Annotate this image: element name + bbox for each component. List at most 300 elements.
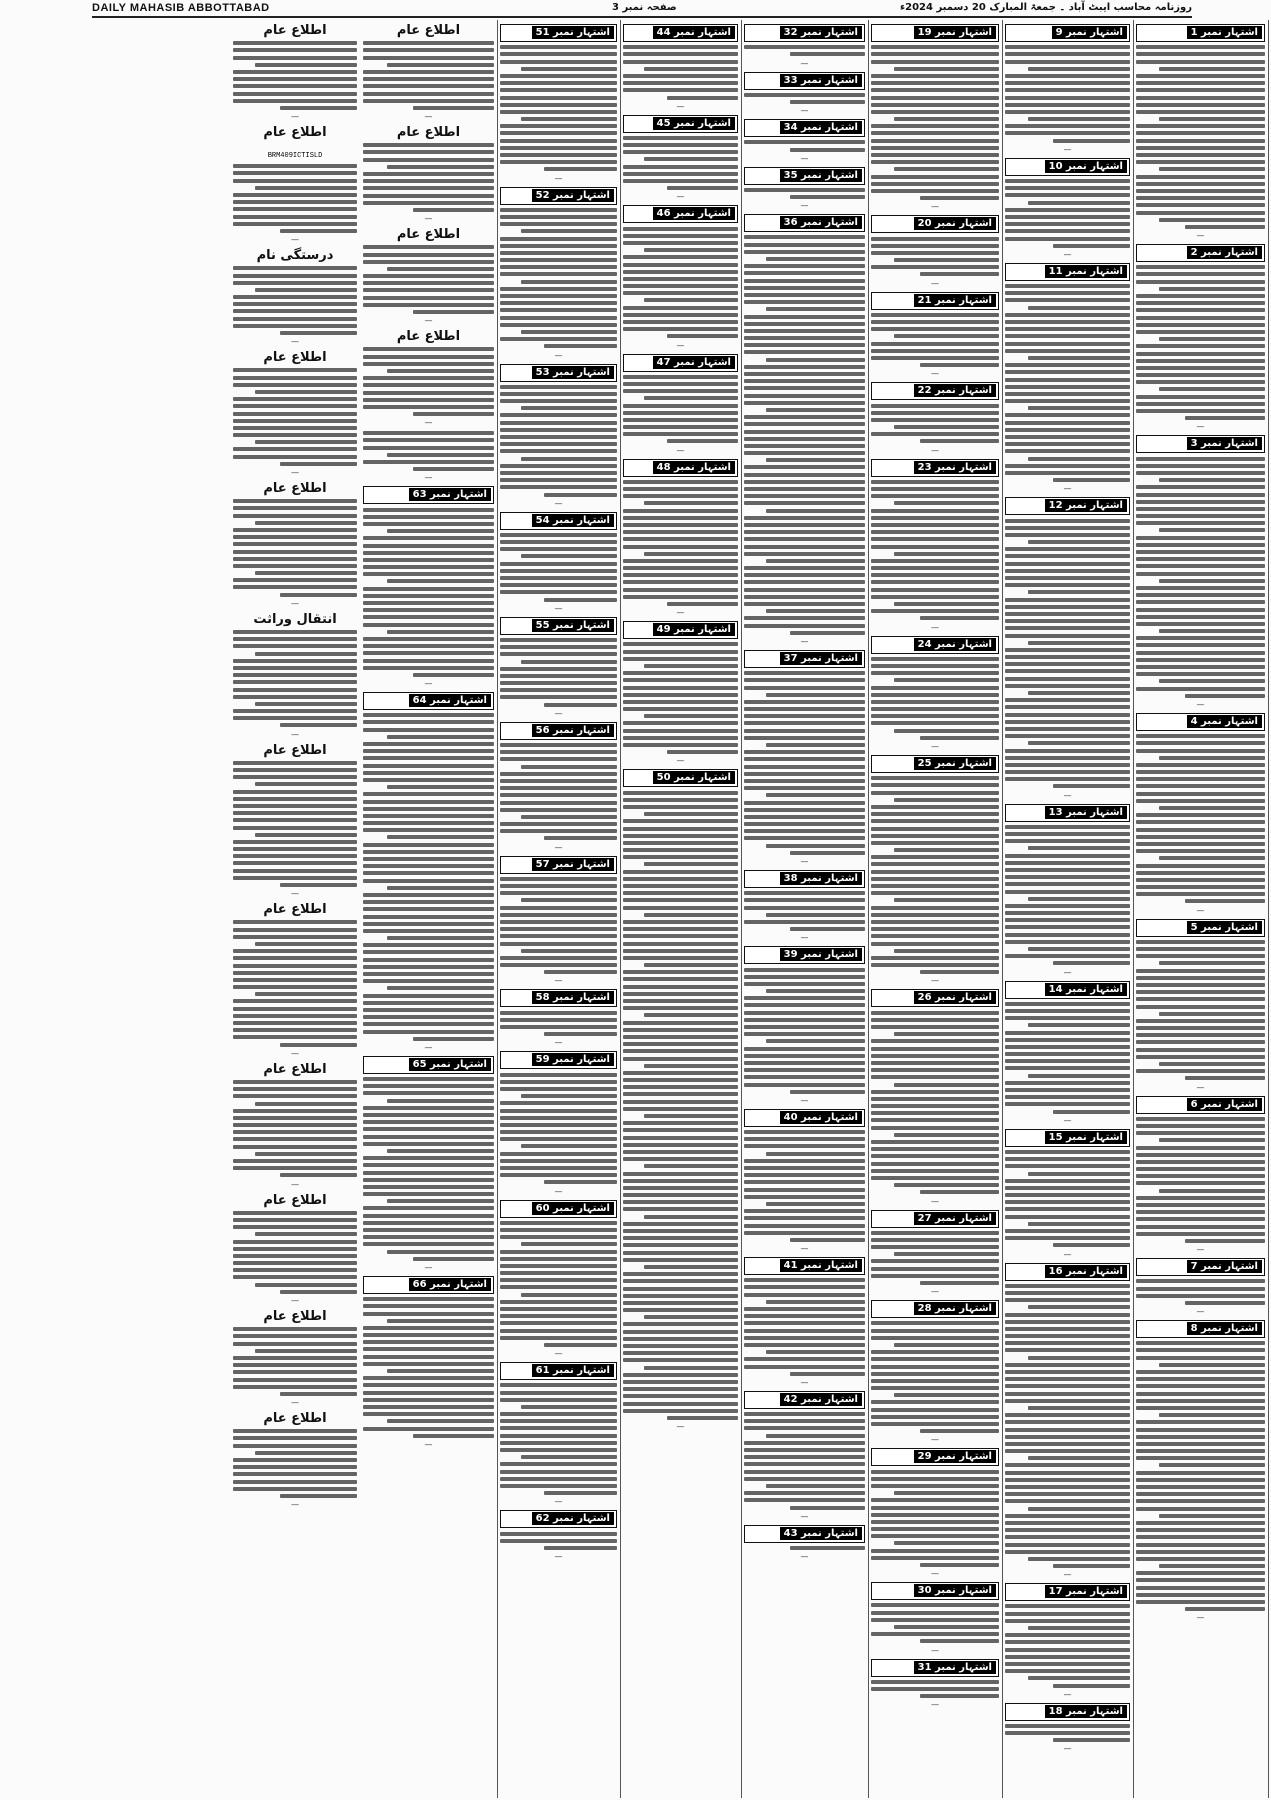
text-line [623,1107,738,1111]
text-line [500,1448,617,1452]
ad-body-text [1136,457,1265,698]
text-line [920,970,999,974]
text-line [363,405,494,409]
text-line [1028,356,1131,360]
text-line [623,1085,738,1089]
text-line [521,280,617,284]
text-line [623,707,738,711]
text-line [1053,784,1131,788]
text-line [744,379,865,383]
text-line [363,1398,494,1402]
text-line [500,1109,617,1113]
ad-block [1136,1320,1265,1622]
text-line [623,1136,738,1140]
ad-separator: — [554,1552,563,1562]
text-line [233,404,357,408]
text-line [744,235,865,239]
text-line [623,1402,738,1406]
ad-block [363,1056,494,1272]
text-line [920,1563,999,1567]
text-line [871,1498,999,1502]
text-line [1136,1571,1265,1575]
text-line [1159,337,1265,341]
text-line [363,1030,494,1034]
text-line [744,996,865,1000]
text-line [363,1340,494,1344]
text-line [744,530,865,534]
ad-number-box [871,215,999,233]
text-line [1005,1009,1130,1013]
text-line [623,573,738,577]
text-line [1136,1160,1265,1164]
ad-block [233,743,357,899]
text-line [744,487,865,491]
text-line [1136,1535,1265,1539]
text-line [233,1261,357,1265]
text-line [1136,1399,1265,1403]
text-line [871,1556,999,1560]
text-line [521,1293,617,1297]
text-line [871,1350,999,1354]
text-line [871,52,999,56]
text-line [1005,839,1130,843]
text-line [1005,1543,1130,1547]
text-line [233,179,357,183]
ad-number-label: اشتہار نمبر 61 [532,1364,614,1377]
ad-body-text [1136,1279,1265,1305]
text-line [1136,74,1265,78]
text-line [744,1426,865,1430]
text-line [500,160,617,164]
text-line [233,171,357,175]
text-line [871,265,999,269]
text-line [1028,590,1131,594]
text-line [233,1145,357,1149]
text-line [1136,1294,1265,1298]
text-line [871,349,999,353]
text-line [871,1140,999,1144]
text-line [363,1376,494,1380]
text-line [1005,1157,1130,1161]
text-line [363,778,494,782]
ad-body-text [744,235,865,634]
text-line [363,48,494,52]
text-line [1028,1456,1131,1460]
text-line [623,45,738,49]
ad-number-box [744,24,865,42]
text-line [871,146,999,150]
ad-number-label: اشتہار نمبر 13 [1045,806,1127,819]
text-line [363,958,494,962]
text-line [623,284,738,288]
text-line [363,1214,494,1218]
text-line [1005,1420,1130,1424]
text-line [623,1121,738,1125]
ad-body-text [233,1327,357,1396]
text-line [744,264,865,268]
text-line [521,330,617,334]
ad-number-box [500,364,617,382]
text-line [500,667,617,671]
text-line [744,350,865,354]
text-line [500,337,617,341]
ad-number-label: اشتہار نمبر 20 [914,217,996,230]
text-line [500,1426,617,1430]
text-line [363,792,494,796]
text-line [871,1386,999,1390]
text-line [744,286,865,290]
text-line [1136,885,1265,889]
text-line [1005,60,1130,64]
text-line [1136,1279,1265,1283]
text-line [233,564,357,568]
text-line [871,404,999,408]
ad-separator: — [554,842,563,852]
text-line [1005,713,1130,717]
text-line [363,1383,494,1387]
text-line [233,41,357,45]
text-line [744,836,865,840]
ad-separator: — [291,235,299,245]
ad-separator: — [424,1042,433,1052]
text-line [1136,813,1265,817]
text-line [544,1546,617,1550]
ad-number-label: اشتہار نمبر 25 [914,757,996,770]
text-line [255,571,357,575]
ad-block [744,946,865,1105]
text-line [623,263,738,267]
text-line [500,906,617,910]
ad-separator: — [424,473,433,483]
ad-separator: — [291,1179,299,1189]
text-line [744,707,865,711]
text-line [387,936,494,940]
ad-number-label: اشتہار نمبر 16 [1045,1265,1127,1278]
text-line [644,1366,738,1370]
ad-body-text [871,1680,999,1698]
text-line [871,1118,999,1122]
ad-number-box [623,115,738,133]
text-line [1005,734,1130,738]
ad-number-box [500,1051,617,1069]
text-line [233,77,357,81]
text-line [233,1014,357,1018]
text-line [623,1200,738,1204]
text-line [1136,45,1265,49]
text-line [744,372,865,376]
text-line [500,674,617,678]
notice-title: اطلاع عام [396,329,461,345]
text-line [871,1147,999,1151]
text-line [1159,806,1265,810]
text-line [623,1222,738,1226]
text-line [744,729,865,733]
text-line [1136,665,1265,669]
text-line [1005,533,1130,537]
text-line [894,1032,999,1036]
text-line [233,688,357,692]
text-line [1005,1363,1130,1367]
text-line [363,508,494,512]
text-line [500,1011,617,1015]
text-line [363,572,494,576]
ad-block [1136,919,1265,1092]
text-line [871,1687,999,1691]
text-line [500,1173,617,1177]
text-line [1005,1334,1130,1338]
text-line [1005,349,1130,353]
text-line [1005,1038,1130,1042]
text-line [1136,636,1265,640]
ad-body-text [744,671,865,855]
text-line [1005,52,1130,56]
text-line [871,1484,999,1488]
ad-body-text [871,776,999,974]
text-line [521,554,617,558]
text-line [1159,1413,1265,1417]
text-line [363,1091,494,1095]
text-line [363,1235,494,1239]
ad-separator: — [931,445,939,455]
ad-block [744,870,865,942]
text-line [1136,1557,1265,1561]
text-line [1136,301,1265,305]
ad-body-text [744,1278,865,1375]
text-line [1005,554,1130,558]
text-line [623,827,738,831]
text-line [363,843,494,847]
ad-body-text [500,1073,617,1185]
text-line [500,772,617,776]
text-line [766,307,865,311]
text-line [623,1071,738,1075]
text-line [744,757,865,761]
text-line [1005,1095,1130,1099]
text-line [1136,323,1265,327]
ad-block [233,1411,357,1509]
ad-number-label: اشتہار نمبر 12 [1045,499,1127,512]
text-line [623,179,738,183]
text-line [744,1231,865,1235]
text-line [623,1394,738,1398]
text-line [1136,792,1265,796]
text-line [894,848,999,852]
text-line [1136,1124,1265,1128]
text-line [1005,1604,1130,1608]
text-line [233,368,357,372]
text-line [1005,1002,1130,1006]
column-6 [497,20,621,1798]
ad-block [500,1051,617,1195]
text-line [387,579,494,583]
text-line [1005,110,1130,114]
text-line [871,1011,999,1015]
text-line [1005,662,1130,666]
text-line [1005,327,1130,331]
text-line [544,1180,617,1184]
text-line [280,106,357,110]
text-line [233,716,357,720]
text-line [623,942,738,946]
text-line [1136,820,1265,824]
text-line [500,1116,617,1120]
text-line [1136,1456,1265,1460]
text-line [871,693,999,697]
ad-block [1005,1263,1130,1580]
text-line [233,978,357,982]
text-line [744,786,865,790]
text-line [744,700,865,704]
ad-body-text [623,227,738,339]
text-line [871,153,999,157]
text-line [233,1342,357,1346]
text-line [363,194,494,198]
text-line [623,834,738,838]
ad-number-label: اشتہار نمبر 6 [1187,1098,1262,1111]
text-line [413,467,494,471]
text-line [623,389,738,393]
ad-number-label: اشتہار نمبر 54 [532,514,614,527]
text-line [623,970,738,974]
ad-number-box [623,354,738,372]
text-line [744,721,865,725]
ad-separator: — [291,889,299,899]
text-line [1136,366,1265,370]
text-line [744,1278,865,1282]
text-line [1136,131,1265,135]
text-line [500,146,617,150]
ad-body-text [233,630,357,727]
text-line [387,785,494,789]
text-line [233,514,357,518]
text-line [413,1037,494,1041]
ad-block [500,617,617,718]
text-line [1005,933,1130,937]
text-line [233,1035,357,1039]
text-line [623,1308,738,1312]
text-line [744,243,865,247]
text-line [1005,1102,1130,1106]
text-line [623,1330,738,1334]
text-line [233,1021,357,1025]
ad-number-label: اشتہار نمبر 55 [532,619,614,632]
text-line [1185,1239,1265,1243]
text-line [623,136,738,140]
text-line [744,1075,865,1079]
text-line [387,453,494,457]
text-line [363,594,494,598]
ad-block [363,227,494,325]
text-line [744,1293,865,1297]
text-line [644,913,738,917]
text-line [766,1484,865,1488]
text-line [1159,67,1265,71]
text-line [871,124,999,128]
ad-number-box [1005,981,1130,999]
text-line [744,1159,865,1163]
text-line [363,201,494,205]
text-line [623,382,738,386]
text-line [744,480,865,484]
ad-number-box [744,214,865,232]
text-line [1159,528,1265,532]
text-line [233,680,357,684]
text-line [233,578,357,582]
text-line [544,167,617,171]
ad-separator: — [1196,1245,1205,1255]
ad-separator: — [291,468,299,477]
text-line [1136,316,1265,320]
text-line [1136,514,1265,518]
ad-number-box [744,72,865,90]
text-line [894,501,999,505]
text-line [233,376,357,380]
text-line [363,347,494,351]
notice-title: اطلاع عام [263,125,327,141]
ad-number-label: اشتہار نمبر 42 [780,1393,862,1406]
text-line [1005,705,1130,709]
text-line [1136,864,1265,868]
text-line [623,270,738,274]
ad-number-box [871,1448,999,1466]
ad-number-label: اشتہار نمبر 49 [653,623,735,636]
text-line [644,664,738,668]
text-line [623,480,738,484]
text-line [623,798,738,802]
text-line [871,1039,999,1043]
text-line [744,829,865,833]
text-line [871,1534,999,1538]
text-line [1136,550,1265,554]
text-line [744,537,865,541]
text-line [871,509,999,513]
text-line [623,1128,738,1132]
text-line [1005,1435,1130,1439]
ad-separator: — [1196,422,1205,432]
text-line [233,1116,357,1120]
text-line [1136,1033,1265,1037]
text-line [1005,1521,1130,1525]
ad-block [363,125,494,223]
text-line [871,1372,999,1376]
text-line [387,1319,494,1323]
text-line [363,274,494,278]
text-line [744,293,865,297]
text-line [744,415,865,419]
text-line [1136,395,1265,399]
notice-title: اطلاع عام [263,481,327,496]
ad-number-box [363,486,494,504]
text-line [521,67,617,71]
text-line [1005,413,1130,417]
text-line [1159,1564,1265,1568]
text-line [363,1163,494,1167]
text-line [233,1487,357,1491]
text-line [500,153,617,157]
ad-number-box [623,205,738,223]
text-line [500,1166,617,1170]
text-line [1136,457,1265,461]
text-line [363,950,494,954]
ad-number-label: اشتہار نمبر 19 [914,26,996,39]
text-line [1028,457,1131,461]
text-line [363,587,494,591]
text-line [623,227,738,231]
ad-number-label: اشتہار نمبر 35 [780,169,862,182]
text-line [544,493,617,497]
text-line [744,188,865,192]
text-line [363,245,494,249]
